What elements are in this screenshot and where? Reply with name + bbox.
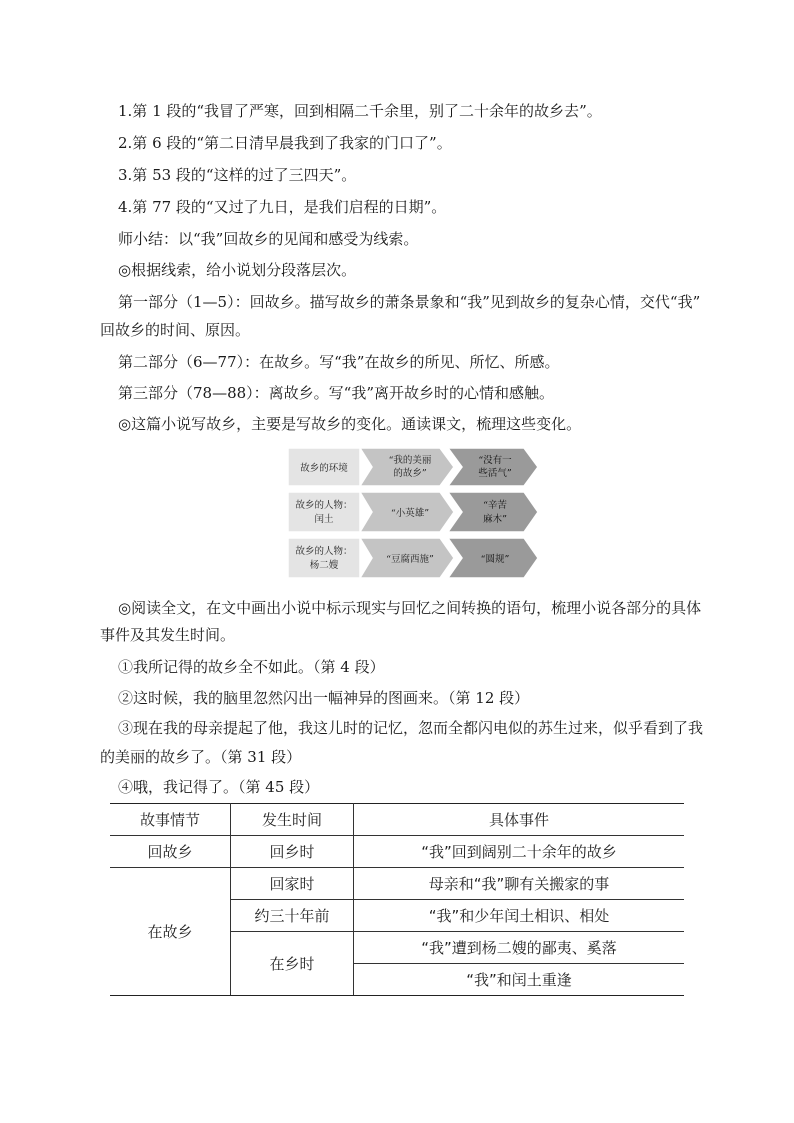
flow-head-text: 杨二嫂 — [309, 560, 339, 571]
table-header-cell: 故事情节 — [110, 804, 231, 836]
text-line-18: ④哦，我记得了。（第 45 段） — [118, 778, 320, 796]
flow-row-yangersao — [288, 538, 538, 578]
flow-mid-text: “豆腐西施” — [386, 554, 434, 565]
text-line-17: 的美丽的故乡了。（第 31 段） — [100, 748, 302, 766]
table-header-cell: 发生时间 — [231, 804, 354, 836]
table-header-row — [110, 804, 684, 836]
flow-head-box — [288, 492, 360, 532]
text-line-4: 4.第 77 段的“又过了九日，是我们启程的日期”。 — [118, 198, 447, 216]
table-cell-plot: 回故乡 — [110, 836, 231, 868]
text-line-1: 1.第 1 段的“我冒了严寒，回到相隔二千余里，别了二十余年的故乡去”。 — [118, 102, 602, 120]
text-line-16: ③现在我的母亲提起了他，我这儿时的记忆，忽而全都闪电似的苏生过来，似乎看到了我 — [118, 719, 704, 737]
flow-row-environment — [288, 448, 538, 486]
flow-end-text: “圆规” — [480, 554, 510, 565]
table-cell-event: 母亲和“我”聊有关搬家的事 — [354, 868, 685, 900]
flow-end-text: “没有一 — [478, 455, 512, 466]
text-line-12: ◎阅读全文，在文中画出小说中标示现实与回忆之间转换的语句，梳理小说各部分的具体 — [118, 599, 702, 617]
table-cell-event: “我”遭到杨二嫂的鄙夷、奚落 — [354, 932, 685, 964]
text-line-3: 3.第 53 段的“这样的过了三四天”。 — [118, 166, 357, 184]
text-line-13: 事件及其发生时间。 — [100, 626, 236, 644]
flow-head-box — [288, 538, 360, 578]
table-row — [110, 868, 684, 900]
flow-mid-text: “我的美丽 — [388, 455, 432, 466]
table-cell-time: 回家时 — [231, 868, 354, 900]
table-cell-event: “我”回到阔别二十余年的故乡 — [354, 836, 685, 868]
flow-end-text: 麻木” — [483, 514, 507, 525]
text-line-11: ◎这篇小说写故乡，主要是写故乡的变化。通读课文，梳理这些变化。 — [118, 415, 582, 433]
table-cell-plot: 在故乡 — [110, 868, 231, 996]
text-line-2: 2.第 6 段的“第二日清早晨我到了我家的门口了”。 — [118, 134, 452, 152]
table-cell-time: 回乡时 — [231, 836, 354, 868]
flow-end-text: “辛苦 — [483, 500, 507, 511]
flow-end-chevron — [448, 448, 538, 486]
flow-head-text: 故乡的环境 — [300, 463, 348, 474]
table-cell-time: 约三十年前 — [231, 900, 354, 932]
flow-mid-text: “小英雄” — [390, 508, 430, 519]
flow-head-text: 故乡的人物： — [295, 500, 353, 511]
flow-head-text: 故乡的人物： — [295, 546, 353, 557]
text-line-10: 第三部分（78—88）：离故乡。写“我”离开故乡时的心情和感触。 — [118, 384, 555, 402]
text-line-9: 第二部分（6—77）：在故乡。写“我”在故乡的所见、所忆、所感。 — [118, 353, 560, 371]
table-cell-event: “我”和少年闰土相识、相处 — [354, 900, 685, 932]
table-row — [110, 836, 684, 868]
table-header-cell: 具体事件 — [354, 804, 685, 836]
flow-end-chevron — [448, 492, 538, 532]
flow-end-text: 些活气” — [478, 468, 512, 479]
flow-head-text: 闰土 — [314, 514, 334, 525]
table-cell-time: 在乡时 — [231, 932, 354, 996]
flow-mid-chevron — [360, 448, 454, 486]
table-cell-event: “我”和闰土重逢 — [354, 964, 685, 996]
text-line-7: 第一部分（1—5）：回故乡。描写故乡的萧条景象和“我”见到故乡的复杂心情，交代“我” — [118, 293, 701, 311]
story-events-table — [110, 803, 684, 996]
text-line-14: ①我所记得的故乡全不如此。（第 4 段） — [118, 658, 385, 676]
flow-mid-text: 的故乡” — [393, 468, 427, 479]
text-line-8: 回故乡的时间、原因。 — [100, 321, 251, 339]
change-flow-diagram — [288, 446, 538, 578]
text-line-15: ②这时候，我的脑里忽然闪出一幅神异的图画来。（第 12 段） — [118, 689, 530, 707]
text-line-6: ◎根据线索，给小说划分段落层次。 — [118, 261, 357, 279]
text-line-5: 师小结：以“我”回故乡的见闻和感受为线索。 — [118, 230, 419, 248]
flow-row-runtu — [288, 492, 538, 532]
